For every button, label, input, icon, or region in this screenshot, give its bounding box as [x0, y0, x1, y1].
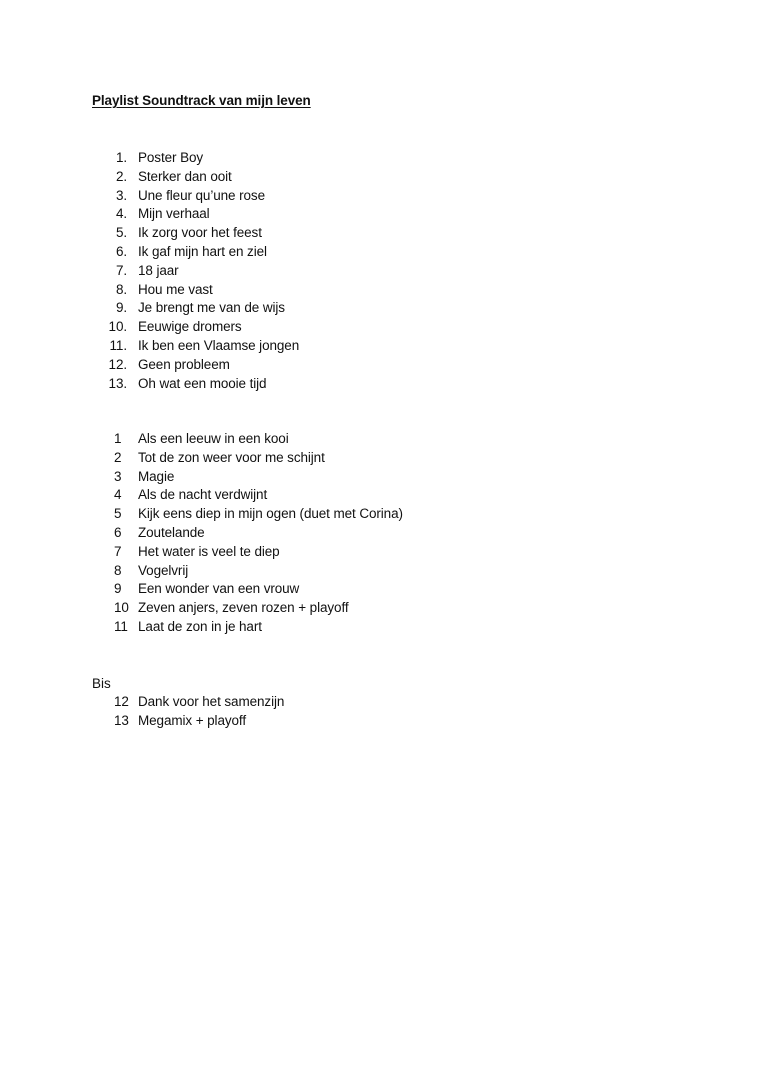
bis-heading: Bis — [92, 676, 111, 691]
item-number: 2 — [114, 449, 122, 465]
item-number: 4 — [114, 487, 122, 503]
item-number: 7. — [115, 262, 127, 278]
song-title: Oh wat een mooie tijd — [138, 375, 267, 391]
item-number: 1. — [115, 150, 127, 165]
song-title: Vogelvrij — [138, 562, 189, 578]
item-number: 8 — [114, 562, 122, 578]
item-number: 6 — [114, 524, 122, 540]
song-title: Ik ben een Vlaamse jongen — [138, 337, 300, 353]
song-title: Ik zorg voor het feest — [138, 225, 262, 241]
song-title: Zoutelande — [138, 524, 205, 540]
item-number: 13 — [114, 712, 129, 728]
item-number: 5. — [115, 225, 127, 241]
song-title: Als de nacht verdwijnt — [138, 487, 268, 503]
song-title: Dank voor het samenzijn — [138, 694, 285, 709]
song-title: Eeuwige dromers — [138, 319, 242, 335]
song-title: Kijk eens diep in mijn ogen (duet met Corina) — [138, 506, 403, 522]
item-number: 13. — [108, 375, 127, 391]
item-number: 9 — [114, 581, 122, 597]
item-number: 8. — [115, 281, 127, 297]
song-title: Je brengt me van de wijs — [138, 300, 285, 316]
song-title: Hou me vast — [138, 281, 213, 297]
song-title: Sterker dan ooit — [138, 168, 232, 184]
song-title: Une fleur qu’une rose — [138, 187, 265, 203]
item-number: 12 — [114, 694, 129, 709]
item-number: 2. — [115, 168, 127, 184]
song-title: Een wonder van een vrouw — [138, 581, 300, 597]
page-title: Playlist Soundtrack van mijn leven — [92, 93, 311, 108]
item-number: 6. — [115, 243, 127, 259]
item-number: 10 — [114, 600, 129, 616]
item-number: 5 — [114, 506, 122, 522]
song-title: Ik gaf mijn hart en ziel — [138, 243, 267, 259]
song-title: Het water is veel te diep — [138, 543, 280, 559]
song-title: Poster Boy — [138, 150, 204, 165]
song-title: Als een leeuw in een kooi — [138, 431, 289, 446]
song-title: Laat de zon in je hart — [138, 618, 262, 634]
item-number: 4. — [115, 206, 127, 222]
item-number: 1 — [114, 431, 122, 446]
item-number: 11. — [109, 337, 127, 353]
item-number: 10. — [108, 319, 127, 335]
item-number: 7 — [114, 543, 122, 559]
song-title: Zeven anjers, zeven rozen + playoff — [138, 600, 349, 616]
item-number: 11 — [114, 618, 128, 634]
item-number: 12. — [108, 356, 127, 372]
song-title: Tot de zon weer voor me schijnt — [138, 449, 325, 465]
item-number: 3. — [115, 187, 127, 203]
song-title: Geen probleem — [138, 356, 230, 372]
song-title: Mijn verhaal — [138, 206, 210, 222]
song-title: 18 jaar — [138, 262, 179, 278]
song-title: Magie — [138, 468, 175, 484]
song-title: Megamix + playoff — [138, 712, 246, 728]
item-number: 9. — [115, 300, 127, 316]
item-number: 3 — [114, 468, 122, 484]
